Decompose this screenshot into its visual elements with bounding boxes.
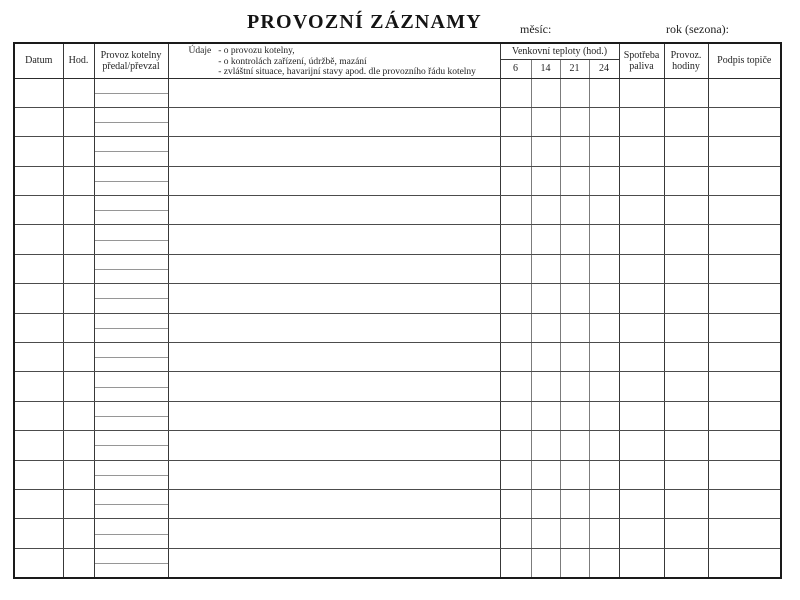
cell-provozh <box>664 548 708 577</box>
cell-provoz <box>94 225 168 254</box>
cell-t24 <box>589 225 619 254</box>
cell-provoz <box>94 489 168 518</box>
cell-provoz <box>94 107 168 136</box>
cell-podpis <box>708 196 781 225</box>
cell-t24 <box>589 166 619 195</box>
table-row <box>14 284 781 313</box>
provoz-split-line <box>95 137 168 152</box>
cell-hod <box>63 460 94 489</box>
cell-udaje <box>168 137 500 166</box>
cell-t6 <box>500 196 531 225</box>
cell-spotreba <box>619 401 664 430</box>
cell-hod <box>63 137 94 166</box>
cell-t14 <box>531 78 560 107</box>
cell-t24 <box>589 254 619 283</box>
udaje-item-1: - o provozu kotelny, <box>218 46 295 56</box>
provoz-split-line <box>95 196 168 211</box>
cell-datum <box>14 78 63 107</box>
cell-provoz <box>94 372 168 401</box>
cell-podpis <box>708 431 781 460</box>
cell-provozh <box>664 343 708 372</box>
cell-spotreba <box>619 254 664 283</box>
col-header-provozh-line1: Provoz. <box>670 49 702 61</box>
col-header-spotreba-paliva <box>619 43 664 78</box>
table-row <box>14 372 781 401</box>
cell-hod <box>63 489 94 518</box>
cell-t14 <box>531 254 560 283</box>
cell-t24 <box>589 196 619 225</box>
cell-provozh <box>664 254 708 283</box>
cell-provoz <box>94 401 168 430</box>
cell-t21 <box>560 284 589 313</box>
cell-spotreba <box>619 548 664 577</box>
header-row-top <box>14 43 781 59</box>
cell-podpis <box>708 313 781 342</box>
cell-podpis <box>708 489 781 518</box>
cell-provoz <box>94 343 168 372</box>
table-row <box>14 78 781 107</box>
cell-udaje <box>168 225 500 254</box>
cell-udaje <box>168 196 500 225</box>
cell-provozh <box>664 284 708 313</box>
cell-t14 <box>531 372 560 401</box>
cell-udaje <box>168 519 500 548</box>
cell-t21 <box>560 313 589 342</box>
table-row <box>14 519 781 548</box>
cell-provozh <box>664 166 708 195</box>
cell-udaje <box>168 284 500 313</box>
col-header-temp-6: 6 <box>500 59 531 78</box>
col-header-provoz-kotelny <box>94 43 168 78</box>
cell-udaje <box>168 431 500 460</box>
provoz-split-line <box>95 461 168 476</box>
cell-t21 <box>560 343 589 372</box>
cell-t6 <box>500 254 531 283</box>
cell-udaje <box>168 372 500 401</box>
cell-podpis <box>708 372 781 401</box>
cell-spotreba <box>619 78 664 107</box>
cell-provozh <box>664 225 708 254</box>
cell-podpis <box>708 460 781 489</box>
table-row <box>14 166 781 195</box>
cell-datum <box>14 137 63 166</box>
provoz-split-line <box>95 490 168 505</box>
cell-t6 <box>500 489 531 518</box>
cell-datum <box>14 313 63 342</box>
cell-t6 <box>500 460 531 489</box>
cell-spotreba <box>619 107 664 136</box>
cell-t14 <box>531 343 560 372</box>
cell-spotreba <box>619 137 664 166</box>
cell-provoz <box>94 254 168 283</box>
cell-spotreba <box>619 196 664 225</box>
cell-provozh <box>664 431 708 460</box>
udaje-item-2: - o kontrolách zařízení, údržbě, mazání <box>218 56 367 67</box>
table-row <box>14 431 781 460</box>
cell-spotreba <box>619 166 664 195</box>
cell-datum <box>14 107 63 136</box>
cell-provozh <box>664 489 708 518</box>
cell-datum <box>14 460 63 489</box>
cell-hod <box>63 313 94 342</box>
cell-t14 <box>531 489 560 518</box>
cell-t6 <box>500 137 531 166</box>
cell-udaje <box>168 254 500 283</box>
col-header-hod: Hod. <box>63 43 94 78</box>
cell-t24 <box>589 78 619 107</box>
cell-t21 <box>560 431 589 460</box>
month-label: měsíc: <box>520 22 552 36</box>
cell-hod <box>63 225 94 254</box>
cell-t14 <box>531 284 560 313</box>
cell-provozh <box>664 519 708 548</box>
cell-podpis <box>708 166 781 195</box>
operating-records-table <box>13 42 782 579</box>
cell-t6 <box>500 401 531 430</box>
provoz-split-line <box>95 343 168 358</box>
cell-provozh <box>664 313 708 342</box>
cell-t24 <box>589 343 619 372</box>
cell-podpis <box>708 254 781 283</box>
table-header <box>14 43 781 78</box>
cell-t6 <box>500 519 531 548</box>
provoz-split-line <box>95 167 168 182</box>
cell-provoz <box>94 548 168 577</box>
cell-hod <box>63 107 94 136</box>
cell-udaje <box>168 107 500 136</box>
cell-udaje <box>168 460 500 489</box>
provoz-split-line <box>95 402 168 417</box>
udaje-items <box>218 46 476 78</box>
cell-datum <box>14 401 63 430</box>
cell-datum <box>14 343 63 372</box>
cell-t24 <box>589 401 619 430</box>
cell-hod <box>63 196 94 225</box>
col-header-provozni-hodiny <box>664 43 708 78</box>
cell-hod <box>63 284 94 313</box>
cell-hod <box>63 166 94 195</box>
cell-provozh <box>664 372 708 401</box>
provoz-split-line <box>95 255 168 270</box>
cell-udaje <box>168 401 500 430</box>
cell-t21 <box>560 548 589 577</box>
cell-t6 <box>500 343 531 372</box>
cell-t24 <box>589 107 619 136</box>
cell-provozh <box>664 107 708 136</box>
cell-t6 <box>500 225 531 254</box>
cell-provoz <box>94 460 168 489</box>
cell-udaje <box>168 343 500 372</box>
page-title: PROVOZNÍ ZÁZNAMY <box>247 11 482 33</box>
cell-podpis <box>708 519 781 548</box>
cell-datum <box>14 166 63 195</box>
cell-t6 <box>500 548 531 577</box>
udaje-text-block <box>169 44 500 78</box>
cell-t24 <box>589 372 619 401</box>
cell-t6 <box>500 284 531 313</box>
cell-t21 <box>560 460 589 489</box>
table-row <box>14 460 781 489</box>
cell-hod <box>63 254 94 283</box>
table-row <box>14 401 781 430</box>
cell-t21 <box>560 137 589 166</box>
cell-spotreba <box>619 284 664 313</box>
col-header-venkovni-teploty: Venkovní teploty (hod.) <box>500 43 619 59</box>
cell-spotreba <box>619 489 664 518</box>
col-header-temp-14: 14 <box>531 59 560 78</box>
cell-t21 <box>560 254 589 283</box>
table-row <box>14 107 781 136</box>
cell-datum <box>14 519 63 548</box>
cell-t14 <box>531 166 560 195</box>
cell-t14 <box>531 431 560 460</box>
cell-datum <box>14 196 63 225</box>
provoz-split-line <box>95 519 168 534</box>
cell-udaje <box>168 548 500 577</box>
cell-spotreba <box>619 519 664 548</box>
cell-provozh <box>664 460 708 489</box>
cell-hod <box>63 78 94 107</box>
provoz-split-line <box>95 314 168 329</box>
year-season-label: rok (sezona): <box>666 22 729 36</box>
provoz-split-line <box>95 431 168 446</box>
cell-provoz <box>94 313 168 342</box>
cell-udaje <box>168 166 500 195</box>
col-header-datum: Datum <box>14 43 63 78</box>
cell-provoz <box>94 519 168 548</box>
cell-provoz <box>94 166 168 195</box>
cell-t21 <box>560 78 589 107</box>
cell-t6 <box>500 78 531 107</box>
cell-t24 <box>589 284 619 313</box>
table-row <box>14 254 781 283</box>
cell-udaje <box>168 313 500 342</box>
cell-t21 <box>560 489 589 518</box>
cell-t14 <box>531 548 560 577</box>
udaje-prefix: Údaje <box>188 46 212 56</box>
cell-t21 <box>560 372 589 401</box>
cell-udaje <box>168 489 500 518</box>
cell-provoz <box>94 78 168 107</box>
cell-t14 <box>531 460 560 489</box>
cell-t24 <box>589 431 619 460</box>
provoz-split-line <box>95 225 168 240</box>
udaje-item-3: - zvláštní situace, havarijní stavy apod. dle provozního řádu kotelny <box>218 67 476 77</box>
cell-provoz <box>94 431 168 460</box>
table-row <box>14 196 781 225</box>
cell-hod <box>63 401 94 430</box>
cell-t24 <box>589 460 619 489</box>
provoz-split-line <box>95 549 168 564</box>
cell-hod <box>63 343 94 372</box>
cell-provozh <box>664 401 708 430</box>
cell-podpis <box>708 137 781 166</box>
cell-t21 <box>560 196 589 225</box>
cell-t6 <box>500 313 531 342</box>
col-header-provoz-line1: Provoz kotelny <box>100 49 162 61</box>
cell-podpis <box>708 343 781 372</box>
provoz-split-line <box>95 284 168 299</box>
cell-datum <box>14 489 63 518</box>
cell-provoz <box>94 137 168 166</box>
cell-t21 <box>560 401 589 430</box>
cell-datum <box>14 431 63 460</box>
table-body <box>14 78 781 578</box>
cell-hod <box>63 431 94 460</box>
cell-t14 <box>531 225 560 254</box>
cell-t14 <box>531 196 560 225</box>
table-row <box>14 225 781 254</box>
cell-t14 <box>531 519 560 548</box>
cell-t21 <box>560 519 589 548</box>
table-row <box>14 313 781 342</box>
cell-datum <box>14 372 63 401</box>
cell-t14 <box>531 107 560 136</box>
cell-t24 <box>589 489 619 518</box>
cell-spotreba <box>619 225 664 254</box>
cell-t24 <box>589 313 619 342</box>
cell-provozh <box>664 78 708 107</box>
col-header-podpis-topice: Podpis topiče <box>708 43 781 78</box>
cell-podpis <box>708 107 781 136</box>
col-header-provoz-line2: předal/převzal <box>102 60 160 72</box>
cell-t6 <box>500 372 531 401</box>
cell-datum <box>14 225 63 254</box>
cell-t21 <box>560 166 589 195</box>
cell-hod <box>63 519 94 548</box>
col-header-temp-21: 21 <box>560 59 589 78</box>
cell-hod <box>63 372 94 401</box>
cell-t14 <box>531 401 560 430</box>
cell-hod <box>63 548 94 577</box>
cell-spotreba <box>619 431 664 460</box>
cell-podpis <box>708 225 781 254</box>
cell-spotreba <box>619 372 664 401</box>
cell-t21 <box>560 225 589 254</box>
table-row <box>14 548 781 577</box>
cell-t24 <box>589 137 619 166</box>
cell-spotreba <box>619 313 664 342</box>
cell-t24 <box>589 548 619 577</box>
col-header-temp-24: 24 <box>589 59 619 78</box>
cell-datum <box>14 284 63 313</box>
cell-t21 <box>560 107 589 136</box>
cell-podpis <box>708 78 781 107</box>
cell-datum <box>14 548 63 577</box>
cell-spotreba <box>619 460 664 489</box>
cell-t6 <box>500 107 531 136</box>
col-header-udaje <box>168 43 500 78</box>
table-row <box>14 343 781 372</box>
col-header-spotreba-line1: Spotřeba <box>623 49 660 61</box>
provoz-split-line <box>95 372 168 387</box>
cell-provozh <box>664 137 708 166</box>
cell-t24 <box>589 519 619 548</box>
table-row <box>14 489 781 518</box>
provoz-split-line <box>95 108 168 123</box>
table-row <box>14 137 781 166</box>
cell-podpis <box>708 548 781 577</box>
cell-provozh <box>664 196 708 225</box>
cell-provoz <box>94 196 168 225</box>
cell-podpis <box>708 401 781 430</box>
cell-t6 <box>500 431 531 460</box>
cell-t14 <box>531 313 560 342</box>
cell-provoz <box>94 284 168 313</box>
cell-t14 <box>531 137 560 166</box>
provoz-split-line <box>95 79 168 94</box>
cell-datum <box>14 254 63 283</box>
col-header-provozh-line2: hodiny <box>672 60 700 72</box>
col-header-spotreba-line2: paliva <box>629 60 654 72</box>
cell-udaje <box>168 78 500 107</box>
cell-podpis <box>708 284 781 313</box>
cell-t6 <box>500 166 531 195</box>
cell-spotreba <box>619 343 664 372</box>
